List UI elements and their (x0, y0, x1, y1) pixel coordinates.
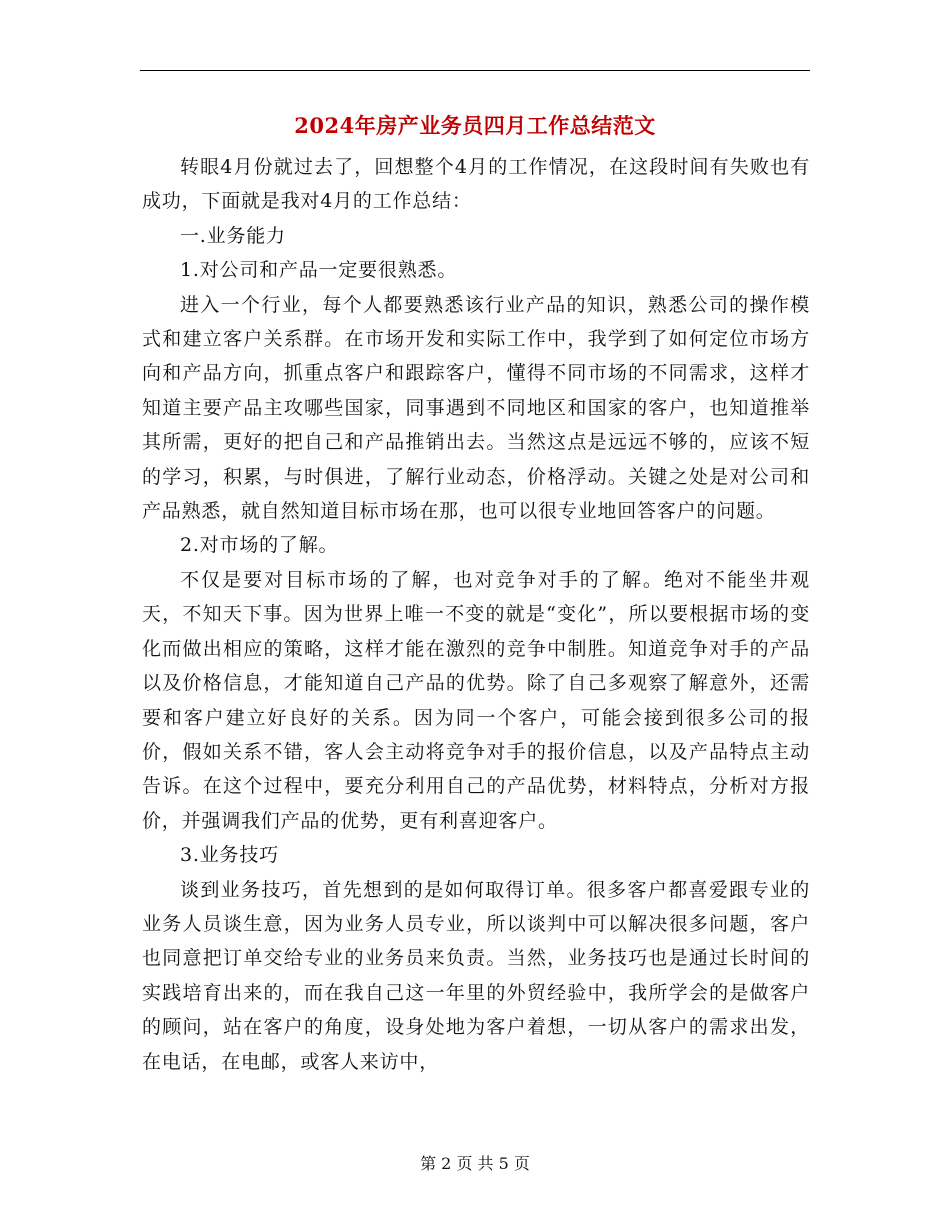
section-heading-business-ability: 一.业务能力 (180, 224, 286, 247)
document-title: 2024年房产业务员四月工作总结范文 (294, 113, 656, 138)
paragraph-know-company-products: 进入一个行业，每个人都要熟悉该行业产品的知识，熟悉公司的操作模式和建立客户关系群。在市场开发和实际工作中，我学到了如何定位市场方向和产品方向，抓重点客户和跟踪客户，懂得不同市场的不同需求，这样才知道主要产品主攻哪些国家，同事遇到不同地区和国家的客户，也知道推举其所需，更好的把自己和产品推销出去。当然这点是远远不够的，应该不短的学习，积累，与时俱进，了解行业动态，价格浮动。关键之处是对公司和产品熟悉，就自然知道目标市场在那，也可以很专业地回答客户的问题。 (142, 293, 810, 523)
subheading-business-skills: 3.业务技巧 (180, 844, 279, 867)
header-rule (140, 70, 810, 71)
paragraph-intro: 转眼4月份就过去了，回想整个4月的工作情况，在这段时间有失败也有成功，下面就是我对4月的工作总结： (142, 156, 810, 213)
page-number-footer: 第 2 页 共 5 页 (420, 1154, 530, 1173)
document-body (142, 150, 810, 1079)
paragraph-business-skills: 谈到业务技巧，首先想到的是如何取得订单。很多客户都喜爱跟专业的业务人员谈生意，因为业务人员专业，所以谈判中可以解决很多问题，客户也同意把订单交给专业的业务员来负责。当然，业务技巧也是通过长时间的实践培育出来的，而在我自己这一年里的外贸经验中，我所学会的是做客户的顾问，站在客户的角度，设身处地为客户着想，一切从客户的需求出发，在电话，在电邮，或客人来访中， (142, 878, 810, 1073)
subheading-know-company-products: 1.对公司和产品一定要很熟悉。 (180, 259, 458, 282)
subheading-understand-market: 2.对市场的了解。 (180, 534, 339, 557)
paragraph-understand-market: 不仅是要对目标市场的了解，也对竞争对手的了解。绝对不能坐井观天，不知天下事。因为世界上唯一不变的就是“变化”，所以要根据市场的变化而做出相应的策略，这样才能在激烈的竞争中制胜。知道竞争对手的产品以及价格信息，才能知道自己产品的优势。除了自己多观察了解意外，还需要和客户建立好良好的关系。因为同一个客户，可能会接到很多公司的报价，假如关系不错，客人会主动将竞争对手的报价信息，以及产品特点主动告诉。在这个过程中，要充分利用自己的产品优势，材料特点，分析对方报价，并强调我们产品的优势，更有利喜迎客户。 (142, 568, 810, 832)
